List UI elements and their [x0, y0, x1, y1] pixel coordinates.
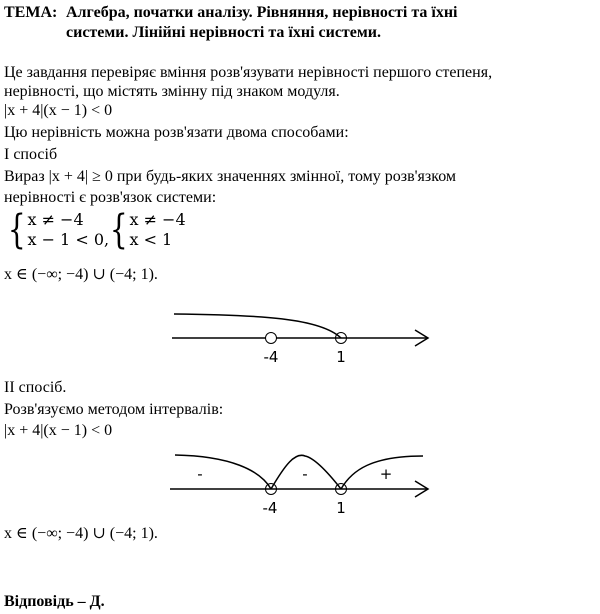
intro-line1: Це завдання перевіряє вміння розв'язувати нерівності першого степеня,: [4, 64, 493, 81]
tick-label-1: 1: [336, 499, 346, 517]
method2-text: Розв'язуємо методом інтервалів:: [4, 401, 224, 418]
number-line-1: [172, 314, 428, 366]
system2-row1: x ≠ −4: [129, 210, 186, 229]
interval-sign-right: +: [379, 465, 393, 483]
brace-icon: {: [7, 207, 26, 253]
method1-answer: x ∈ (−∞; −4) ∪ (−4; 1).: [4, 266, 158, 283]
topic-title-line2: системи. Лінійні нерівності та їхні системи.: [66, 24, 382, 41]
system2-row2: x < 1: [129, 230, 173, 249]
interval-sign-middle: -: [302, 465, 308, 483]
method2-title: ІІ спосіб.: [4, 379, 67, 396]
method2-inequality: |x + 4|(x − 1) < 0: [4, 422, 113, 439]
method1-text-line2: нерівності є розв'язок системи:: [4, 189, 217, 206]
brace-icon: {: [109, 207, 128, 253]
intro-line2: нерівності, що містять змінну під знаком модуля.: [4, 83, 340, 100]
tick-label-minus4: -4: [263, 348, 279, 366]
intro-two-ways: Цю нерівність можна розв'язати двома способами:: [4, 124, 349, 141]
open-point-minus4: [266, 333, 277, 344]
method2-answer: x ∈ (−∞; −4) ∪ (−4; 1).: [4, 525, 158, 542]
tick-label-1: 1: [336, 348, 346, 366]
system1-row2: x − 1 < 0,: [27, 230, 110, 249]
system1-row1: x ≠ −4: [27, 210, 84, 229]
topic-title-line1: Алгебра, початки аналізу. Рівняння, нерівності та їхні: [66, 4, 458, 21]
intro-inequality: |x + 4|(x − 1) < 0: [4, 102, 113, 119]
sign-arc-left: [175, 455, 271, 489]
solution-arc: [174, 314, 341, 338]
interval-sign-left: -: [197, 465, 203, 483]
method1-title: І спосіб: [4, 146, 58, 163]
topic-label: ТЕМА:: [4, 4, 58, 21]
final-answer: Відповідь – Д.: [4, 593, 105, 610]
tick-label-minus4: -4: [262, 499, 278, 517]
number-line-2: [170, 455, 428, 517]
method1-text-line1: Вираз |x + 4| ≥ 0 при будь-яких значеннях змінної, тому розв'язком: [4, 168, 457, 185]
